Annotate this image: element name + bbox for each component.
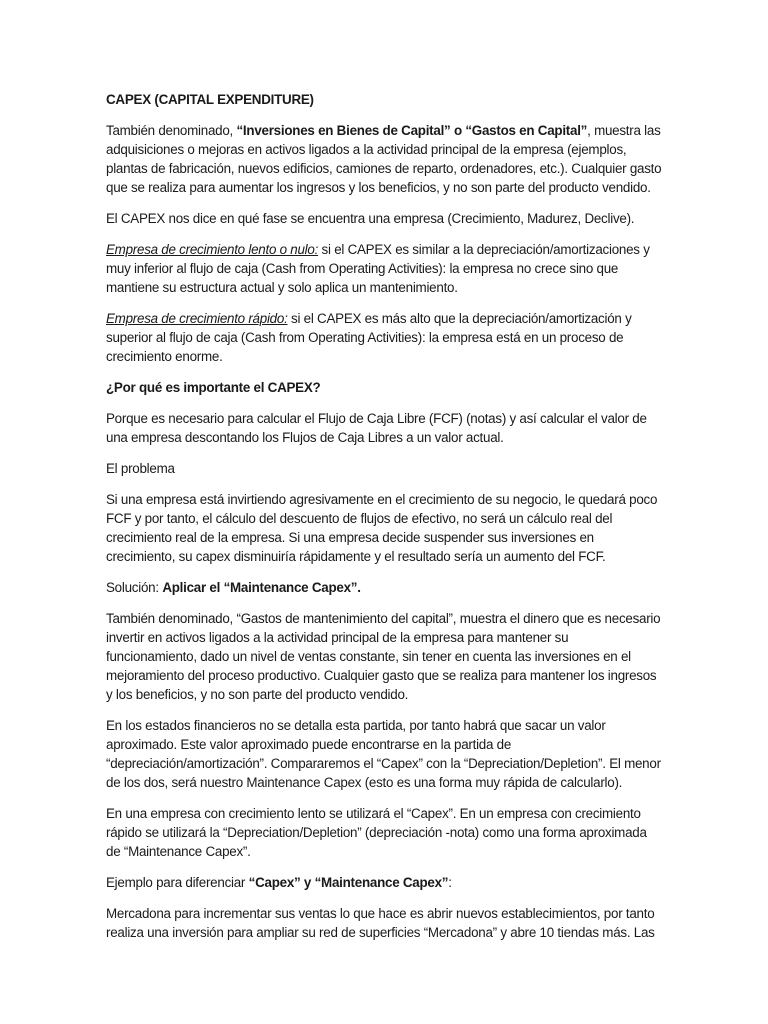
slow-growth-text: si el CAPEX es similar a la depreciación/amortizaciones y muy inferior al flujo de caja (Cash from Operating Activities): la empresa no crece sino que mantiene su estructura actual y solo aplica un mantenimiento. [106, 242, 650, 295]
solution-label: Solución: [106, 580, 163, 595]
document-title: CAPEX (CAPITAL EXPENDITURE) [106, 92, 314, 107]
solution-bold: Aplicar el “Maintenance Capex”. [162, 580, 361, 595]
intro-paragraph [106, 121, 662, 197]
solution-paragraph [106, 578, 662, 597]
example-paragraph [106, 873, 662, 892]
estimate-paragraph: En los estados financieros no se detalla esta partida, por tanto habrá que sacar un valor aproximado. Este valor aproximado puede encontrarse en la partida de “depreciación/amortización”. Compararemos el “Capex” con la “Depreciation/Depletion”. El menor de los dos, será nuestro Maintenance Capex (esto es una forma muy rápida de calcularlo). [106, 718, 661, 790]
example-post: : [448, 875, 452, 890]
phase-paragraph: El CAPEX nos dice en qué fase se encuentra una empresa (Crecimiento, Madurez, Declive). [106, 211, 635, 226]
fast-growth-text: si el CAPEX es más alto que la depreciación/amortización y superior al flujo de caja (Cash from Operating Activities): la empresa está en un proceso de crecimiento enorme. [106, 311, 632, 364]
problem-paragraph: Si una empresa está invirtiendo agresivamente en el crecimiento de su negocio, le quedará poco FCF y por tanto, el cálculo del descuento de flujos de efectivo, no será un cálculo real del crecimiento real de la empresa. Si una empresa decide suspender sus inversiones en crecimiento, su capex disminuiría rápidamente y el resultado sería un aumento del FCF. [106, 492, 658, 564]
example-bold: “Capex” y “Maintenance Capex” [248, 875, 449, 890]
slow-growth-label: Empresa de crecimiento lento o nulo: [106, 242, 319, 257]
why-heading-text: ¿Por qué es importante el CAPEX? [106, 380, 321, 395]
mercadona-paragraph: Mercadona para incrementar sus ventas lo que hace es abrir nuevos establecimientos, por tanto realiza una inversión para ampliar su red de superficies “Mercadona” y abre 10 tiendas más. Las [106, 906, 655, 940]
usage-paragraph: En una empresa con crecimiento lento se utilizará el “Capex”. En un empresa con crecimiento rápido se utilizará la “Depreciation/Depletion” (depreciación -nota) como una forma aproximada de “Maintenance Capex”. [106, 806, 647, 859]
intro-post: , muestra las adquisiciones o mejoras en activos ligados a la actividad principal de la empresa (ejemplos, plantas de fabricación, nuevos edificios, camiones de reparto, ordenadores, etc.). Cualquier gasto que se realiza para aumentar los ingresos y los beneficios, y no son parte del producto vendido. [106, 123, 662, 195]
intro-bold-terms: “Inversiones en Bienes de Capital” o “Gastos en Capital” [236, 123, 588, 138]
fast-growth-label: Empresa de crecimiento rápido: [106, 311, 288, 326]
slow-growth-paragraph [106, 240, 662, 297]
intro-pre: También denominado, [106, 123, 237, 138]
example-pre: Ejemplo para diferenciar [106, 875, 249, 890]
why-heading [106, 378, 662, 397]
maintenance-paragraph: También denominado, “Gastos de mantenimiento del capital”, muestra el dinero que es necesario invertir en activos ligados a la actividad principal de la empresa para mantener su funcionamiento, dado un nivel de ventas constante, sin tener en cuenta las inversiones en el mejoramiento del proceso productivo. Cualquier gasto que se realiza para mantener los ingresos y los beneficios, y no son parte del producto vendido. [106, 611, 661, 702]
why-paragraph: Porque es necesario para calcular el Flujo de Caja Libre (FCF) (notas) y así calcular el valor de una empresa descontando los Flujos de Caja Libres a un valor actual. [106, 411, 647, 445]
fast-growth-paragraph [106, 309, 662, 366]
document-page [106, 90, 662, 954]
problem-heading: El problema [106, 461, 175, 476]
